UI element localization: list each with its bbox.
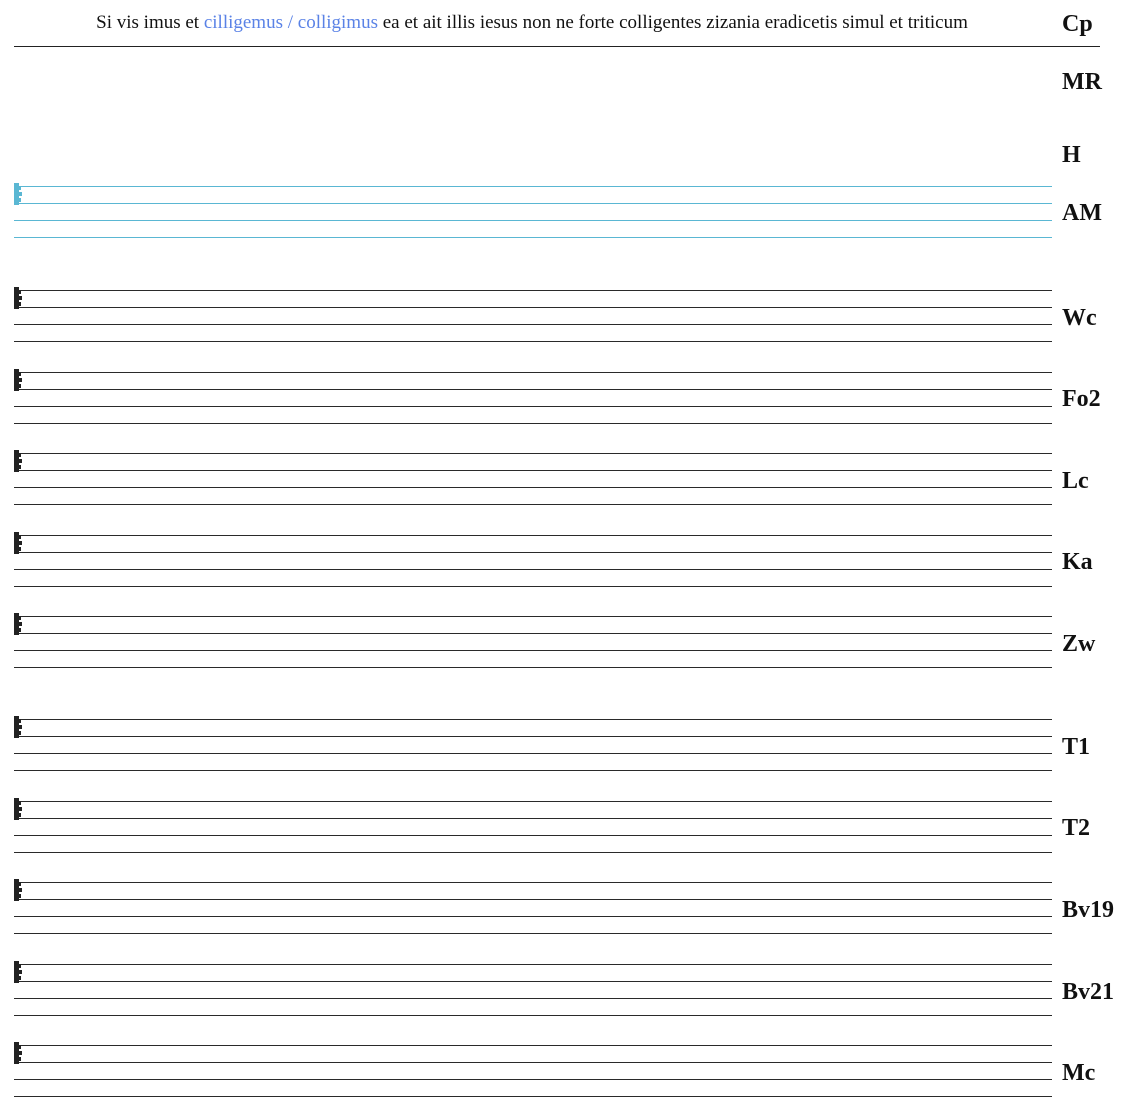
c-clef-icon[interactable] bbox=[12, 447, 26, 475]
siglum-fo2: Fo2 bbox=[1062, 386, 1101, 412]
staff-zw[interactable] bbox=[12, 616, 1052, 670]
siglum-mc: Mc bbox=[1062, 1060, 1096, 1086]
staff-line bbox=[14, 569, 1052, 570]
staff-line bbox=[14, 203, 1052, 204]
siglum-lc: Lc bbox=[1062, 468, 1089, 494]
staff-t2[interactable] bbox=[12, 801, 1052, 855]
staff-line bbox=[14, 1079, 1052, 1080]
staff-line bbox=[14, 964, 1052, 965]
c-clef-icon[interactable] bbox=[12, 366, 26, 394]
siglum-mr: MR bbox=[1062, 69, 1102, 95]
text-before-variant: Si vis imus et bbox=[96, 12, 204, 33]
staff-line bbox=[14, 933, 1052, 934]
staff-line bbox=[14, 389, 1052, 390]
staff-line bbox=[14, 633, 1052, 634]
staff-line bbox=[14, 324, 1052, 325]
staff-line bbox=[14, 770, 1052, 771]
staff-line bbox=[14, 470, 1052, 471]
staff-line bbox=[14, 852, 1052, 853]
staff-line bbox=[14, 916, 1052, 917]
siglum-cp: Cp bbox=[1062, 11, 1093, 37]
siglum-h: H bbox=[1062, 142, 1081, 168]
staff-line bbox=[14, 237, 1052, 238]
staff-line bbox=[14, 1096, 1052, 1097]
staff-bv19[interactable] bbox=[12, 882, 1052, 936]
c-clef-icon[interactable] bbox=[12, 1039, 26, 1067]
staff-t1[interactable] bbox=[12, 719, 1052, 773]
text-header bbox=[0, 0, 1134, 50]
staff-line bbox=[14, 341, 1052, 342]
c-clef-icon[interactable] bbox=[12, 876, 26, 904]
staff-line bbox=[14, 372, 1052, 373]
staff-lc[interactable] bbox=[12, 453, 1052, 507]
staff-line bbox=[14, 882, 1052, 883]
staff-line bbox=[14, 586, 1052, 587]
staff-line bbox=[14, 801, 1052, 802]
c-clef-icon[interactable] bbox=[12, 610, 26, 638]
staff-line bbox=[14, 1062, 1052, 1063]
staff-line bbox=[14, 818, 1052, 819]
staff-line bbox=[14, 220, 1052, 221]
staff-line bbox=[14, 616, 1052, 617]
staff-line bbox=[14, 835, 1052, 836]
staff-line bbox=[14, 719, 1052, 720]
staff-line bbox=[14, 552, 1052, 553]
c-clef-icon[interactable] bbox=[12, 180, 26, 208]
staff-line bbox=[14, 453, 1052, 454]
staff-line bbox=[14, 667, 1052, 668]
siglum-wc: Wc bbox=[1062, 305, 1097, 331]
siglum-t1: T1 bbox=[1062, 734, 1091, 760]
siglum-t2: T2 bbox=[1062, 815, 1091, 841]
text-after-variant: ea et ait illis iesus non ne forte colligentes zizania eradicetis simul et triticum bbox=[377, 12, 968, 33]
variant-reading[interactable]: cilligemus / colligimus bbox=[203, 12, 378, 33]
staff-line bbox=[14, 406, 1052, 407]
siglum-ka: Ka bbox=[1062, 549, 1093, 575]
c-clef-icon[interactable] bbox=[12, 795, 26, 823]
siglum-am: AM bbox=[1062, 200, 1102, 226]
staff-line bbox=[14, 504, 1052, 505]
staff-line bbox=[14, 535, 1052, 536]
staff-bv21[interactable] bbox=[12, 964, 1052, 1018]
siglum-zw: Zw bbox=[1062, 631, 1096, 657]
staff-line bbox=[14, 290, 1052, 291]
staff-line bbox=[14, 487, 1052, 488]
siglum-bv19: Bv19 bbox=[1062, 897, 1115, 923]
chant-text-line bbox=[14, 12, 1050, 34]
c-clef-icon[interactable] bbox=[12, 284, 26, 312]
staff-line bbox=[14, 899, 1052, 900]
staff-line bbox=[14, 423, 1052, 424]
siglum-bv21: Bv21 bbox=[1062, 979, 1115, 1005]
staff-line bbox=[14, 307, 1052, 308]
staff-line bbox=[14, 753, 1052, 754]
staff-line bbox=[14, 650, 1052, 651]
c-clef-icon[interactable] bbox=[12, 958, 26, 986]
staff-line bbox=[14, 981, 1052, 982]
c-clef-icon[interactable] bbox=[12, 529, 26, 557]
staff-line bbox=[14, 736, 1052, 737]
staff-fo2[interactable] bbox=[12, 372, 1052, 426]
c-clef-icon[interactable] bbox=[12, 713, 26, 741]
staff-ka[interactable] bbox=[12, 535, 1052, 589]
staff-am[interactable] bbox=[12, 186, 1052, 240]
header-rule bbox=[14, 46, 1100, 47]
staff-wc[interactable] bbox=[12, 290, 1052, 344]
staff-line bbox=[14, 186, 1052, 187]
staff-line bbox=[14, 998, 1052, 999]
staff-mc[interactable] bbox=[12, 1045, 1052, 1099]
staff-line bbox=[14, 1045, 1052, 1046]
staff-line bbox=[14, 1015, 1052, 1016]
